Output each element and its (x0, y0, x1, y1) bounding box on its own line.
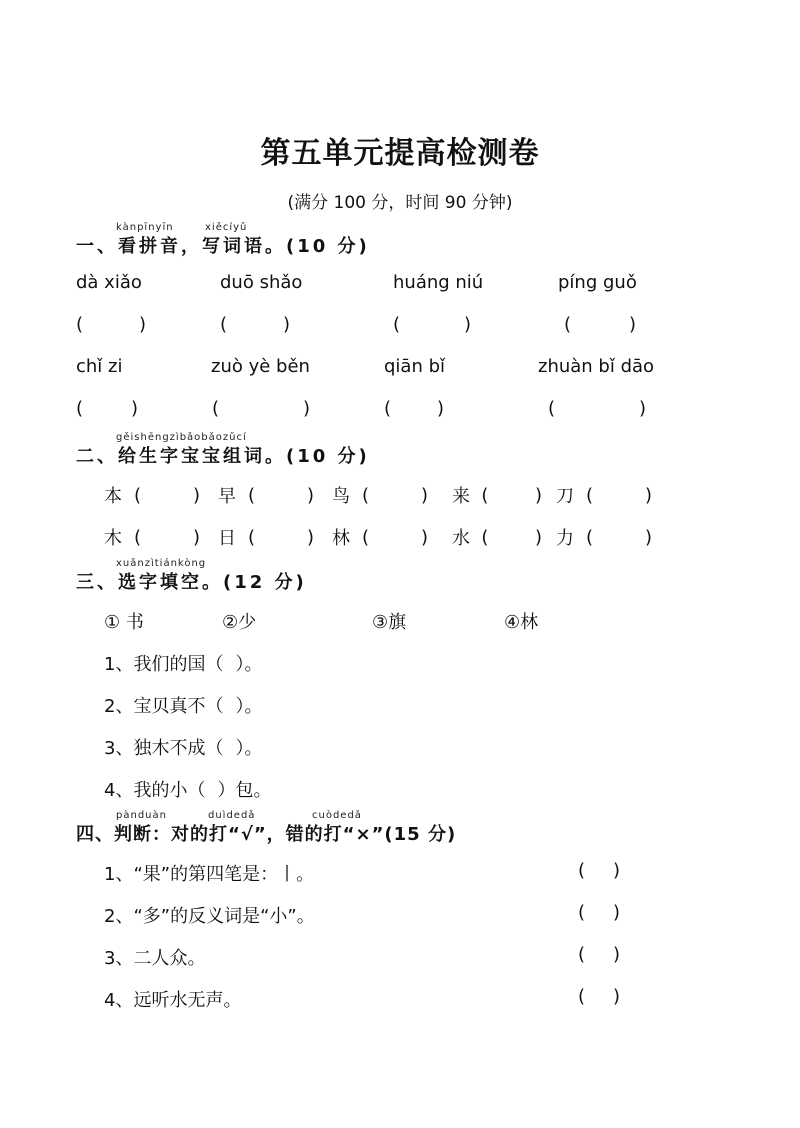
section4-heading: 四、判断：对的打“√”，错的打“×”(15 分) (76, 824, 457, 845)
option-item: ④林 (504, 612, 539, 633)
judge-item: 1、“果”的第四笔是：丨。 (104, 864, 315, 885)
judge-item: 2、“多”的反义词是“小”。 (104, 906, 315, 927)
answer-blank[interactable]: ( ) (212, 398, 310, 419)
pinyin-word: qiān bǐ (384, 356, 446, 377)
pinyin-word: chǐ zi (76, 356, 123, 377)
fill-item[interactable]: 3、独木不成（ ）。 (104, 738, 263, 759)
page-subtitle: (满分 100 分，时间 90 分钟) (287, 193, 513, 213)
char-group[interactable]: 木 ( ) (104, 526, 200, 549)
pinyin-word: zhuàn bǐ dāo (538, 356, 655, 377)
option-item: ②少 (222, 612, 257, 633)
fill-item[interactable]: 1、我们的国（ ）。 (104, 654, 263, 675)
pinyin-word: píng guǒ (558, 272, 637, 293)
pinyin-word: duō shǎo (220, 272, 303, 293)
char-group[interactable]: 林 ( ) (332, 526, 428, 549)
answer-blank[interactable]: ( ) (393, 314, 471, 335)
section4-pinyin-a: pànduàn (116, 810, 167, 821)
judge-blank[interactable]: ( ) (578, 902, 620, 923)
char-group[interactable]: 早 ( ) (218, 484, 314, 507)
fill-item[interactable]: 4、我的小（ ）包。 (104, 780, 272, 801)
char-group[interactable]: 日 ( ) (218, 526, 314, 549)
option-item: ③旗 (372, 612, 407, 633)
page-title: 第五单元提高检测卷 (260, 136, 540, 171)
judge-blank[interactable]: ( ) (578, 944, 620, 965)
pinyin-word: dà xiǎo (76, 272, 142, 293)
answer-blank[interactable]: ( ) (548, 398, 646, 419)
char-group[interactable]: 来 ( ) (452, 484, 542, 507)
section1-pinyin-b: xiěcíyǔ (205, 222, 248, 233)
char-group[interactable]: 鸟 ( ) (332, 484, 428, 507)
answer-blank[interactable]: ( ) (384, 398, 444, 419)
section1-pinyin-a: kànpīnyīn (116, 222, 174, 233)
section2-pinyin: gěishēngzìbǎobǎozǔcí (116, 432, 247, 443)
section3-heading: 三、选字填空。(12 分) (76, 572, 307, 593)
char-group[interactable]: 水 ( ) (452, 526, 542, 549)
fill-item[interactable]: 2、宝贝真不（ ）。 (104, 696, 263, 717)
pinyin-word: zuò yè běn (211, 356, 310, 377)
answer-blank[interactable]: ( ) (76, 398, 138, 419)
judge-item: 4、远听水无声。 (104, 990, 242, 1011)
answer-blank[interactable]: ( ) (564, 314, 636, 335)
answer-blank[interactable]: ( ) (76, 314, 146, 335)
judge-item: 3、二人众。 (104, 948, 206, 969)
option-item: ① 书 (104, 612, 144, 633)
char-group[interactable]: 本 ( ) (104, 484, 200, 507)
section1-heading: 一、看拼音，写词语。(10 分) (76, 236, 370, 257)
judge-blank[interactable]: ( ) (578, 860, 620, 881)
section3-pinyin: xuǎnzìtiánkòng (116, 558, 207, 569)
answer-blank[interactable]: ( ) (220, 314, 290, 335)
char-group[interactable]: 力 ( ) (556, 526, 652, 549)
section4-pinyin-b: duìdedǎ (208, 810, 256, 821)
pinyin-word: huáng niú (393, 272, 484, 293)
char-group[interactable]: 刀 ( ) (556, 484, 652, 507)
section4-pinyin-c: cuòdedǎ (312, 810, 362, 821)
section2-heading: 二、给生字宝宝组词。(10 分) (76, 446, 370, 467)
judge-blank[interactable]: ( ) (578, 986, 620, 1007)
